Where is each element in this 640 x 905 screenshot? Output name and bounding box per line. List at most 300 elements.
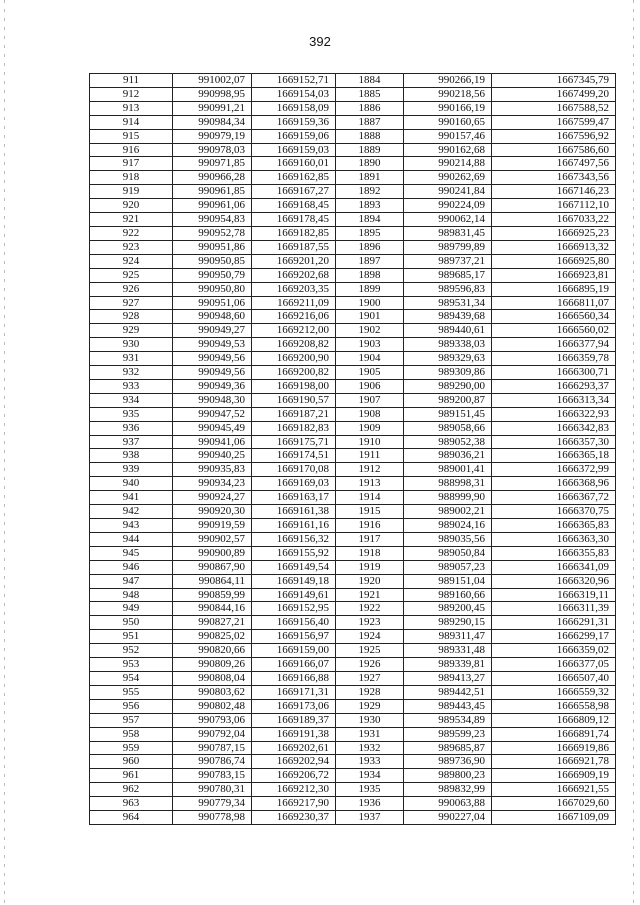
point-number-right-cell: 1903 xyxy=(336,338,404,352)
y-coord-left-cell: 1669149,54 xyxy=(252,560,336,574)
y-coord-right-cell: 1667146,23 xyxy=(492,185,616,199)
y-coord-left-cell: 1669174,51 xyxy=(252,449,336,463)
x-coord-left-cell: 990941,06 xyxy=(173,435,252,449)
x-coord-left-cell: 990949,53 xyxy=(173,338,252,352)
y-coord-left-cell: 1669149,18 xyxy=(252,574,336,588)
y-coord-right-cell: 1667499,20 xyxy=(492,87,616,101)
table-row xyxy=(90,741,616,755)
x-coord-left-cell: 990787,15 xyxy=(173,741,252,755)
y-coord-left-cell: 1669189,37 xyxy=(252,713,336,727)
y-coord-left-cell: 1669158,09 xyxy=(252,101,336,115)
y-coord-left-cell: 1669230,37 xyxy=(252,811,336,825)
x-coord-right-cell: 989052,38 xyxy=(404,435,492,449)
x-coord-left-cell: 990783,15 xyxy=(173,769,252,783)
table-row xyxy=(90,671,616,685)
table-row xyxy=(90,727,616,741)
table-row xyxy=(90,560,616,574)
x-coord-left-cell: 990950,79 xyxy=(173,268,252,282)
point-number-right-cell: 1917 xyxy=(336,532,404,546)
point-number-left-cell: 937 xyxy=(90,435,173,449)
point-number-left-cell: 962 xyxy=(90,783,173,797)
y-coord-left-cell: 1669187,21 xyxy=(252,407,336,421)
x-coord-right-cell: 989685,87 xyxy=(404,741,492,755)
point-number-right-cell: 1897 xyxy=(336,254,404,268)
point-number-left-cell: 930 xyxy=(90,338,173,352)
point-number-right-cell: 1911 xyxy=(336,449,404,463)
coordinates-table xyxy=(89,73,616,825)
y-coord-left-cell: 1669200,90 xyxy=(252,352,336,366)
x-coord-right-cell: 989058,66 xyxy=(404,421,492,435)
x-coord-right-cell: 989442,51 xyxy=(404,685,492,699)
point-number-right-cell: 1901 xyxy=(336,310,404,324)
x-coord-left-cell: 990902,57 xyxy=(173,532,252,546)
y-coord-right-cell: 1666809,12 xyxy=(492,713,616,727)
point-number-left-cell: 933 xyxy=(90,379,173,393)
point-number-left-cell: 923 xyxy=(90,240,173,254)
y-coord-left-cell: 1669182,83 xyxy=(252,421,336,435)
y-coord-left-cell: 1669167,27 xyxy=(252,185,336,199)
x-coord-right-cell: 990266,19 xyxy=(404,74,492,88)
x-coord-right-cell: 989290,00 xyxy=(404,379,492,393)
point-number-left-cell: 913 xyxy=(90,101,173,115)
y-coord-right-cell: 1666342,83 xyxy=(492,421,616,435)
x-coord-left-cell: 990950,85 xyxy=(173,254,252,268)
table-row xyxy=(90,713,616,727)
y-coord-right-cell: 1666921,55 xyxy=(492,783,616,797)
x-coord-right-cell: 989799,89 xyxy=(404,240,492,254)
y-coord-left-cell: 1669161,38 xyxy=(252,505,336,519)
point-number-left-cell: 912 xyxy=(90,87,173,101)
y-coord-left-cell: 1669171,31 xyxy=(252,685,336,699)
table-row xyxy=(90,379,616,393)
point-number-right-cell: 1906 xyxy=(336,379,404,393)
table-row xyxy=(90,115,616,129)
table-row xyxy=(90,463,616,477)
x-coord-left-cell: 990951,86 xyxy=(173,240,252,254)
point-number-left-cell: 961 xyxy=(90,769,173,783)
y-coord-right-cell: 1667033,22 xyxy=(492,213,616,227)
table-row xyxy=(90,449,616,463)
x-coord-left-cell: 990808,04 xyxy=(173,671,252,685)
x-coord-left-cell: 990984,34 xyxy=(173,115,252,129)
y-coord-right-cell: 1666921,78 xyxy=(492,755,616,769)
x-coord-right-cell: 990218,56 xyxy=(404,87,492,101)
y-coord-left-cell: 1669163,17 xyxy=(252,491,336,505)
table-row xyxy=(90,435,616,449)
point-number-left-cell: 927 xyxy=(90,296,173,310)
point-number-right-cell: 1928 xyxy=(336,685,404,699)
x-coord-right-cell: 989001,41 xyxy=(404,463,492,477)
x-coord-left-cell: 990991,21 xyxy=(173,101,252,115)
y-coord-right-cell: 1666365,83 xyxy=(492,519,616,533)
x-coord-left-cell: 990954,83 xyxy=(173,213,252,227)
point-number-right-cell: 1907 xyxy=(336,393,404,407)
point-number-right-cell: 1933 xyxy=(336,755,404,769)
point-number-left-cell: 911 xyxy=(90,74,173,88)
point-number-right-cell: 1889 xyxy=(336,143,404,157)
point-number-left-cell: 941 xyxy=(90,491,173,505)
point-number-left-cell: 942 xyxy=(90,505,173,519)
point-number-right-cell: 1934 xyxy=(336,769,404,783)
y-coord-left-cell: 1669159,36 xyxy=(252,115,336,129)
x-coord-left-cell: 990786,74 xyxy=(173,755,252,769)
x-coord-left-cell: 990779,34 xyxy=(173,797,252,811)
y-coord-left-cell: 1669152,95 xyxy=(252,602,336,616)
point-number-left-cell: 919 xyxy=(90,185,173,199)
x-coord-right-cell: 988998,31 xyxy=(404,477,492,491)
x-coord-right-cell: 990214,88 xyxy=(404,157,492,171)
point-number-right-cell: 1884 xyxy=(336,74,404,88)
point-number-right-cell: 1909 xyxy=(336,421,404,435)
y-coord-right-cell: 1666377,05 xyxy=(492,658,616,672)
y-coord-right-cell: 1666507,40 xyxy=(492,671,616,685)
y-coord-right-cell: 1667596,92 xyxy=(492,129,616,143)
y-coord-left-cell: 1669160,01 xyxy=(252,157,336,171)
x-coord-right-cell: 989439,68 xyxy=(404,310,492,324)
x-coord-left-cell: 990961,85 xyxy=(173,185,252,199)
y-coord-right-cell: 1666313,34 xyxy=(492,393,616,407)
point-number-left-cell: 963 xyxy=(90,797,173,811)
point-number-left-cell: 914 xyxy=(90,115,173,129)
table-row xyxy=(90,226,616,240)
point-number-right-cell: 1935 xyxy=(336,783,404,797)
point-number-left-cell: 925 xyxy=(90,268,173,282)
x-coord-left-cell: 990940,25 xyxy=(173,449,252,463)
x-coord-right-cell: 990166,19 xyxy=(404,101,492,115)
x-coord-left-cell: 990792,04 xyxy=(173,727,252,741)
point-number-left-cell: 935 xyxy=(90,407,173,421)
point-number-left-cell: 929 xyxy=(90,324,173,338)
y-coord-left-cell: 1669216,06 xyxy=(252,310,336,324)
x-coord-right-cell: 989737,21 xyxy=(404,254,492,268)
x-coord-right-cell: 990227,04 xyxy=(404,811,492,825)
point-number-right-cell: 1936 xyxy=(336,797,404,811)
point-number-right-cell: 1927 xyxy=(336,671,404,685)
x-coord-left-cell: 990998,95 xyxy=(173,87,252,101)
point-number-right-cell: 1920 xyxy=(336,574,404,588)
x-coord-right-cell: 989534,89 xyxy=(404,713,492,727)
y-coord-right-cell: 1666560,34 xyxy=(492,310,616,324)
x-coord-right-cell: 989309,86 xyxy=(404,366,492,380)
y-coord-left-cell: 1669166,88 xyxy=(252,671,336,685)
table-row xyxy=(90,616,616,630)
point-number-right-cell: 1910 xyxy=(336,435,404,449)
y-coord-left-cell: 1669149,61 xyxy=(252,588,336,602)
y-coord-right-cell: 1667343,56 xyxy=(492,171,616,185)
table-row xyxy=(90,352,616,366)
table-row xyxy=(90,393,616,407)
x-coord-left-cell: 990945,49 xyxy=(173,421,252,435)
point-number-left-cell: 920 xyxy=(90,199,173,213)
x-coord-right-cell: 990262,69 xyxy=(404,171,492,185)
x-coord-left-cell: 991002,07 xyxy=(173,74,252,88)
point-number-right-cell: 1915 xyxy=(336,505,404,519)
point-number-left-cell: 957 xyxy=(90,713,173,727)
x-coord-right-cell: 989831,45 xyxy=(404,226,492,240)
point-number-right-cell: 1932 xyxy=(336,741,404,755)
point-number-right-cell: 1893 xyxy=(336,199,404,213)
y-coord-left-cell: 1669201,20 xyxy=(252,254,336,268)
x-coord-right-cell: 989200,87 xyxy=(404,393,492,407)
point-number-left-cell: 952 xyxy=(90,644,173,658)
point-number-left-cell: 951 xyxy=(90,630,173,644)
y-coord-right-cell: 1666293,37 xyxy=(492,379,616,393)
table-row xyxy=(90,157,616,171)
x-coord-left-cell: 990971,85 xyxy=(173,157,252,171)
y-coord-right-cell: 1667588,52 xyxy=(492,101,616,115)
x-coord-left-cell: 990803,62 xyxy=(173,685,252,699)
x-coord-right-cell: 989036,21 xyxy=(404,449,492,463)
x-coord-left-cell: 990778,98 xyxy=(173,811,252,825)
x-coord-left-cell: 990952,78 xyxy=(173,226,252,240)
table-row xyxy=(90,588,616,602)
table-row xyxy=(90,254,616,268)
point-number-left-cell: 924 xyxy=(90,254,173,268)
y-coord-left-cell: 1669202,94 xyxy=(252,755,336,769)
table-row xyxy=(90,143,616,157)
y-coord-left-cell: 1669200,82 xyxy=(252,366,336,380)
y-coord-right-cell: 1667599,47 xyxy=(492,115,616,129)
table-row xyxy=(90,685,616,699)
point-number-left-cell: 939 xyxy=(90,463,173,477)
table-row xyxy=(90,282,616,296)
point-number-left-cell: 953 xyxy=(90,658,173,672)
table-row xyxy=(90,324,616,338)
x-coord-left-cell: 990802,48 xyxy=(173,699,252,713)
y-coord-left-cell: 1669187,55 xyxy=(252,240,336,254)
x-coord-left-cell: 990827,21 xyxy=(173,616,252,630)
point-number-left-cell: 917 xyxy=(90,157,173,171)
x-coord-right-cell: 989440,61 xyxy=(404,324,492,338)
point-number-right-cell: 1914 xyxy=(336,491,404,505)
y-coord-left-cell: 1669198,00 xyxy=(252,379,336,393)
y-coord-left-cell: 1669202,61 xyxy=(252,741,336,755)
x-coord-left-cell: 990864,11 xyxy=(173,574,252,588)
point-number-left-cell: 938 xyxy=(90,449,173,463)
point-number-left-cell: 950 xyxy=(90,616,173,630)
y-coord-right-cell: 1666560,02 xyxy=(492,324,616,338)
y-coord-right-cell: 1666558,98 xyxy=(492,699,616,713)
x-coord-left-cell: 990950,80 xyxy=(173,282,252,296)
y-coord-left-cell: 1669168,45 xyxy=(252,199,336,213)
point-number-left-cell: 948 xyxy=(90,588,173,602)
point-number-right-cell: 1886 xyxy=(336,101,404,115)
point-number-right-cell: 1888 xyxy=(336,129,404,143)
x-coord-right-cell: 989050,84 xyxy=(404,546,492,560)
point-number-left-cell: 928 xyxy=(90,310,173,324)
point-number-right-cell: 1885 xyxy=(336,87,404,101)
y-coord-left-cell: 1669173,06 xyxy=(252,699,336,713)
y-coord-right-cell: 1666322,93 xyxy=(492,407,616,421)
point-number-right-cell: 1905 xyxy=(336,366,404,380)
y-coord-left-cell: 1669161,16 xyxy=(252,519,336,533)
y-coord-left-cell: 1669159,03 xyxy=(252,143,336,157)
x-coord-left-cell: 990949,56 xyxy=(173,366,252,380)
point-number-right-cell: 1924 xyxy=(336,630,404,644)
y-coord-right-cell: 1666320,96 xyxy=(492,574,616,588)
table-row xyxy=(90,658,616,672)
x-coord-left-cell: 990947,52 xyxy=(173,407,252,421)
y-coord-left-cell: 1669211,09 xyxy=(252,296,336,310)
y-coord-left-cell: 1669190,57 xyxy=(252,393,336,407)
table-row xyxy=(90,797,616,811)
point-number-left-cell: 936 xyxy=(90,421,173,435)
x-coord-right-cell: 989024,16 xyxy=(404,519,492,533)
table-row xyxy=(90,755,616,769)
y-coord-left-cell: 1669182,85 xyxy=(252,226,336,240)
point-number-left-cell: 956 xyxy=(90,699,173,713)
x-coord-left-cell: 990844,16 xyxy=(173,602,252,616)
y-coord-left-cell: 1669191,38 xyxy=(252,727,336,741)
x-coord-right-cell: 989151,45 xyxy=(404,407,492,421)
point-number-right-cell: 1929 xyxy=(336,699,404,713)
y-coord-left-cell: 1669202,68 xyxy=(252,268,336,282)
point-number-left-cell: 955 xyxy=(90,685,173,699)
x-coord-left-cell: 990935,83 xyxy=(173,463,252,477)
point-number-right-cell: 1937 xyxy=(336,811,404,825)
point-number-left-cell: 932 xyxy=(90,366,173,380)
x-coord-right-cell: 990160,65 xyxy=(404,115,492,129)
x-coord-right-cell: 990224,09 xyxy=(404,199,492,213)
point-number-right-cell: 1895 xyxy=(336,226,404,240)
point-number-left-cell: 964 xyxy=(90,811,173,825)
y-coord-left-cell: 1669152,71 xyxy=(252,74,336,88)
table-row xyxy=(90,699,616,713)
point-number-left-cell: 944 xyxy=(90,532,173,546)
page-number: 392 xyxy=(309,34,331,49)
table-row xyxy=(90,783,616,797)
y-coord-right-cell: 1666363,30 xyxy=(492,532,616,546)
point-number-left-cell: 947 xyxy=(90,574,173,588)
point-number-left-cell: 934 xyxy=(90,393,173,407)
x-coord-right-cell: 989338,03 xyxy=(404,338,492,352)
x-coord-left-cell: 990966,28 xyxy=(173,171,252,185)
point-number-right-cell: 1899 xyxy=(336,282,404,296)
x-coord-left-cell: 990949,27 xyxy=(173,324,252,338)
x-coord-right-cell: 988999,90 xyxy=(404,491,492,505)
table-row xyxy=(90,519,616,533)
y-coord-left-cell: 1669208,82 xyxy=(252,338,336,352)
y-coord-right-cell: 1666913,32 xyxy=(492,240,616,254)
table-row xyxy=(90,213,616,227)
left-scan-edge xyxy=(4,0,5,905)
y-coord-right-cell: 1667112,10 xyxy=(492,199,616,213)
point-number-right-cell: 1912 xyxy=(336,463,404,477)
y-coord-right-cell: 1666559,32 xyxy=(492,685,616,699)
x-coord-right-cell: 989035,56 xyxy=(404,532,492,546)
x-coord-right-cell: 989531,34 xyxy=(404,296,492,310)
y-coord-right-cell: 1666925,23 xyxy=(492,226,616,240)
x-coord-left-cell: 990859,99 xyxy=(173,588,252,602)
x-coord-right-cell: 989832,99 xyxy=(404,783,492,797)
table-row xyxy=(90,421,616,435)
point-number-left-cell: 946 xyxy=(90,560,173,574)
point-number-right-cell: 1918 xyxy=(336,546,404,560)
table-row xyxy=(90,296,616,310)
y-coord-right-cell: 1666319,11 xyxy=(492,588,616,602)
table-row xyxy=(90,268,616,282)
point-number-right-cell: 1904 xyxy=(336,352,404,366)
x-coord-left-cell: 990951,06 xyxy=(173,296,252,310)
x-coord-left-cell: 990919,59 xyxy=(173,519,252,533)
x-coord-right-cell: 989160,66 xyxy=(404,588,492,602)
x-coord-left-cell: 990949,36 xyxy=(173,379,252,393)
y-coord-right-cell: 1666365,18 xyxy=(492,449,616,463)
y-coord-left-cell: 1669206,72 xyxy=(252,769,336,783)
y-coord-left-cell: 1669156,97 xyxy=(252,630,336,644)
table-row xyxy=(90,602,616,616)
point-number-right-cell: 1921 xyxy=(336,588,404,602)
x-coord-left-cell: 990809,26 xyxy=(173,658,252,672)
point-number-right-cell: 1887 xyxy=(336,115,404,129)
x-coord-right-cell: 989599,23 xyxy=(404,727,492,741)
y-coord-right-cell: 1666359,02 xyxy=(492,644,616,658)
x-coord-left-cell: 990978,03 xyxy=(173,143,252,157)
table-row xyxy=(90,769,616,783)
point-number-left-cell: 940 xyxy=(90,477,173,491)
table-row xyxy=(90,630,616,644)
y-coord-right-cell: 1666372,99 xyxy=(492,463,616,477)
y-coord-right-cell: 1666919,86 xyxy=(492,741,616,755)
point-number-left-cell: 922 xyxy=(90,226,173,240)
y-coord-right-cell: 1666367,72 xyxy=(492,491,616,505)
y-coord-left-cell: 1669156,40 xyxy=(252,616,336,630)
x-coord-right-cell: 989685,17 xyxy=(404,268,492,282)
x-coord-left-cell: 990900,89 xyxy=(173,546,252,560)
y-coord-left-cell: 1669203,35 xyxy=(252,282,336,296)
x-coord-left-cell: 990948,30 xyxy=(173,393,252,407)
point-number-left-cell: 926 xyxy=(90,282,173,296)
table-body xyxy=(90,74,616,825)
x-coord-right-cell: 989331,48 xyxy=(404,644,492,658)
x-coord-left-cell: 990979,19 xyxy=(173,129,252,143)
table-row xyxy=(90,366,616,380)
y-coord-right-cell: 1666925,80 xyxy=(492,254,616,268)
y-coord-left-cell: 1669166,07 xyxy=(252,658,336,672)
point-number-left-cell: 916 xyxy=(90,143,173,157)
x-coord-right-cell: 989200,45 xyxy=(404,602,492,616)
y-coord-right-cell: 1666311,39 xyxy=(492,602,616,616)
x-coord-right-cell: 989311,47 xyxy=(404,630,492,644)
y-coord-right-cell: 1666359,78 xyxy=(492,352,616,366)
table-row xyxy=(90,505,616,519)
x-coord-left-cell: 990820,66 xyxy=(173,644,252,658)
y-coord-right-cell: 1667345,79 xyxy=(492,74,616,88)
table-row xyxy=(90,101,616,115)
table-row xyxy=(90,240,616,254)
x-coord-left-cell: 990825,02 xyxy=(173,630,252,644)
x-coord-left-cell: 990793,06 xyxy=(173,713,252,727)
point-number-right-cell: 1892 xyxy=(336,185,404,199)
point-number-left-cell: 949 xyxy=(90,602,173,616)
y-coord-right-cell: 1666341,09 xyxy=(492,560,616,574)
x-coord-right-cell: 989800,23 xyxy=(404,769,492,783)
x-coord-right-cell: 989443,45 xyxy=(404,699,492,713)
table-row xyxy=(90,185,616,199)
table-row xyxy=(90,129,616,143)
y-coord-right-cell: 1666895,19 xyxy=(492,282,616,296)
x-coord-right-cell: 989151,04 xyxy=(404,574,492,588)
y-coord-left-cell: 1669178,45 xyxy=(252,213,336,227)
x-coord-right-cell: 989413,27 xyxy=(404,671,492,685)
x-coord-left-cell: 990961,06 xyxy=(173,199,252,213)
table-row xyxy=(90,811,616,825)
y-coord-right-cell: 1666355,83 xyxy=(492,546,616,560)
x-coord-right-cell: 989329,63 xyxy=(404,352,492,366)
y-coord-right-cell: 1667586,60 xyxy=(492,143,616,157)
point-number-left-cell: 921 xyxy=(90,213,173,227)
table-row xyxy=(90,87,616,101)
